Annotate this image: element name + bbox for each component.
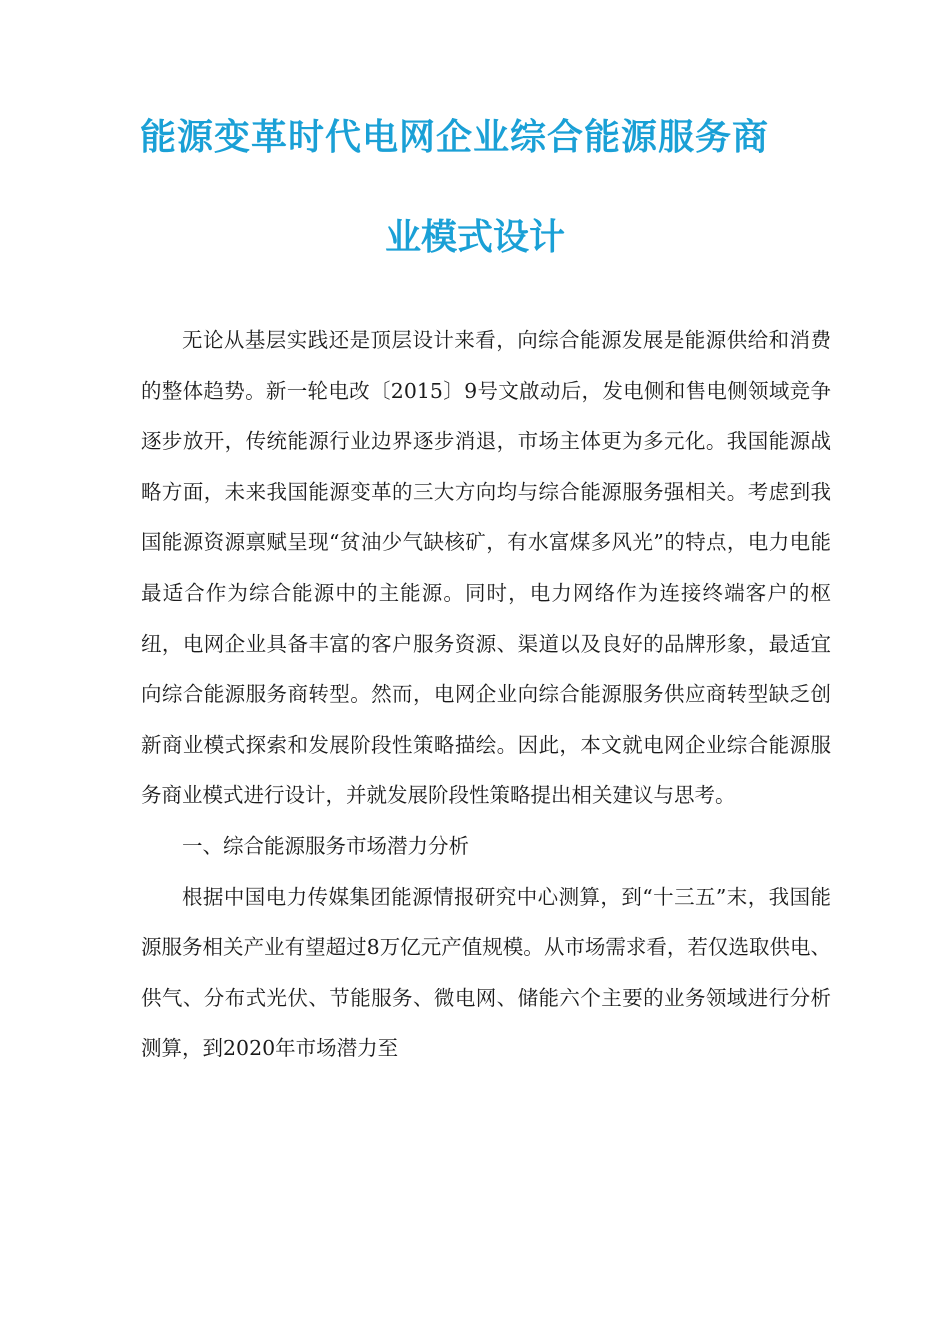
document-title-line-2: 业模式设计 xyxy=(384,217,565,258)
intro-paragraph: 无论从基层实践还是顶层设计来看，向综合能源发展是能源供给和消费的整体趋势。新一轮电改〔2015〕9号文啟动后，发电侧和售电侧领域竞争逐步放开，传统能源行业边界逐步消退，市场主体更为多元化。我国能源战略方面，未来我国能源变革的三大方向均与综合能源服务强相关。考虑到我国能源资源禀赋呈现“贫油少气缺核矿，有水富煤多风光”的特点，电力电能最适合作为综合能源中的主能源。同时，电力网络作为连接终端客户的枢纽，电网企业具备丰富的客户服务资源、渠道以及良好的品牌形象，最适宜向综合能源服务商转型。然而，电网企业向综合能源服务供应商转型缺乏创新商业模式探索和发展阶段性策略描绘。因此，本文就电网企业综合能源服务商业模式进行设计，并就发展阶段性策略提出相关建议与思考。 xyxy=(141,328,831,808)
section-paragraph: 根据中国电力传媒集团能源情报研究中心测算，到“十三五”末，我国能源服务相关产业有望超过8万亿元产值规模。从市场需求看，若仅选取供电、供气、分布式光伏、节能服务、微电网、储能六个主要的业务领域进行分析测算，到2020年市场潜力至 xyxy=(141,884,831,1061)
section-heading: 一、综合能源服务市场潜力分析 xyxy=(182,833,469,858)
document-title-line-1: 能源变革时代电网企业综合能源服务商 xyxy=(140,117,770,158)
document-body xyxy=(141,315,831,1074)
